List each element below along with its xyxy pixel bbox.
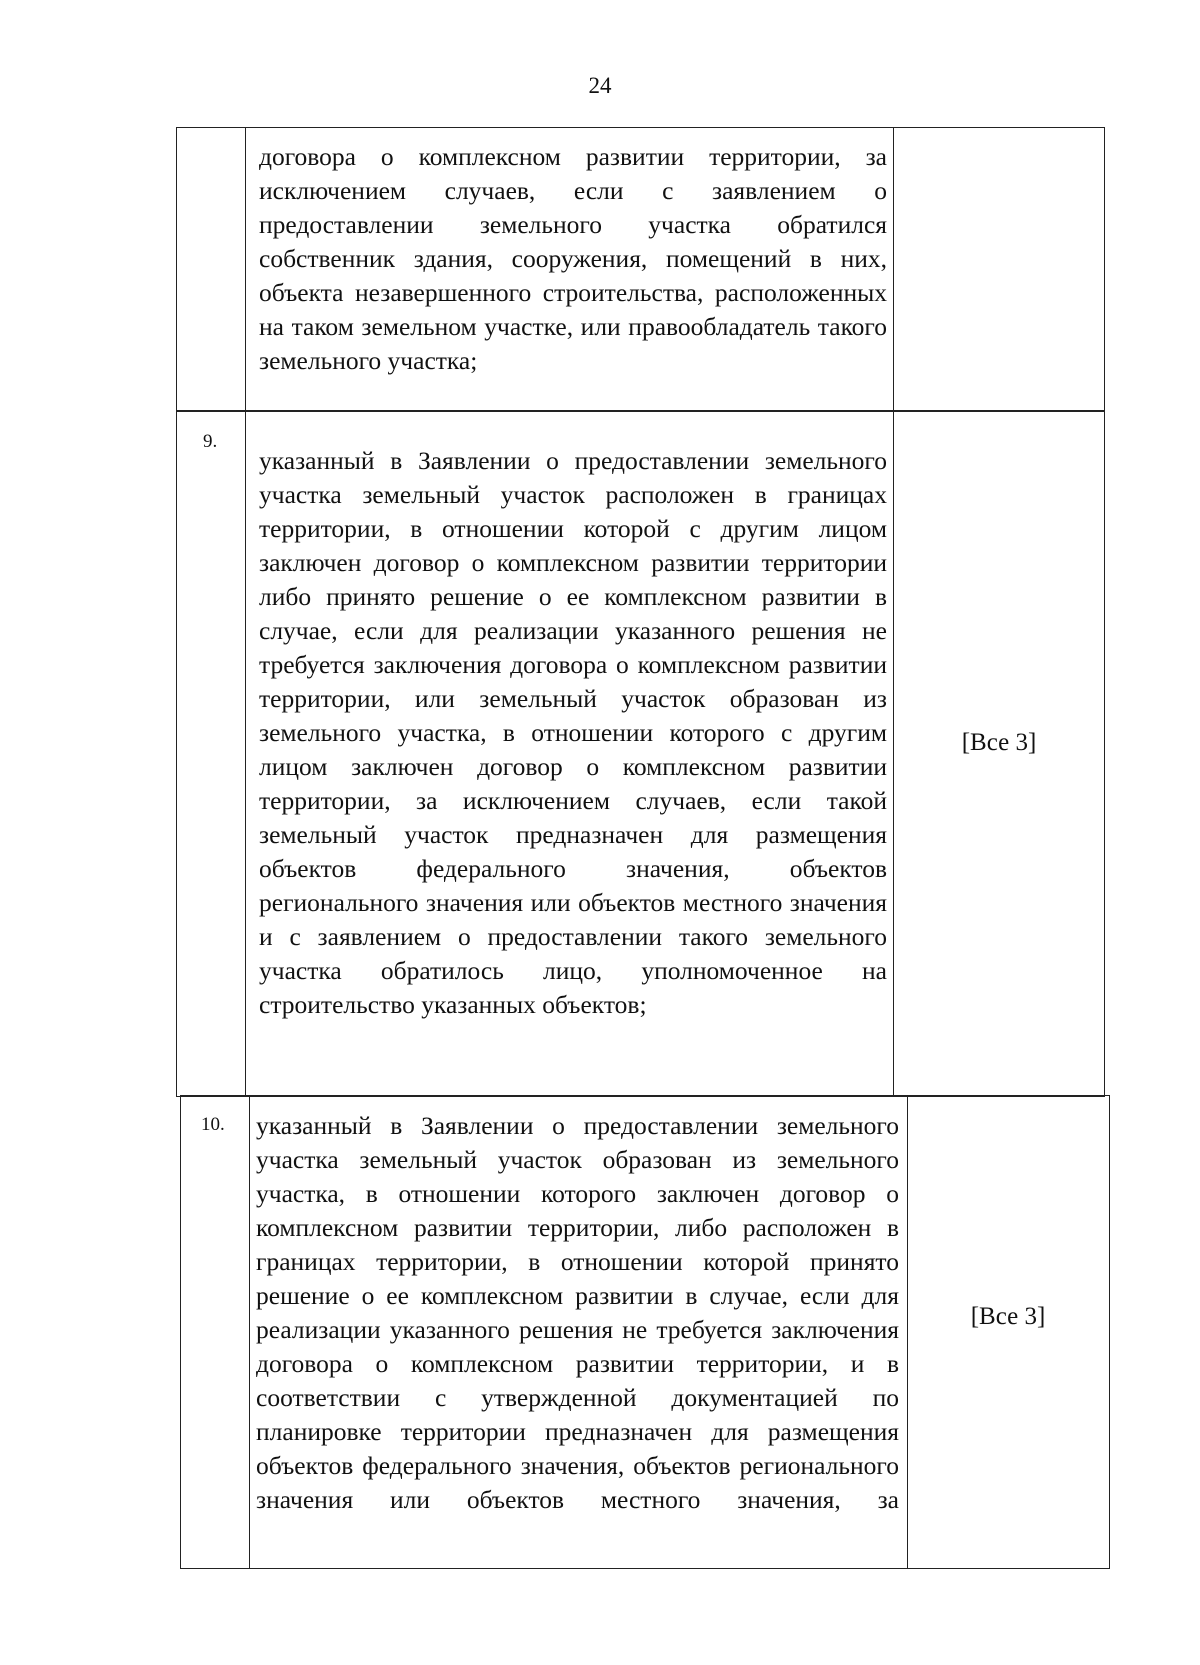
page-number: 24 bbox=[588, 73, 612, 98]
table-row bbox=[180, 1095, 1110, 1569]
column-divider bbox=[245, 411, 246, 1096]
column-divider bbox=[245, 128, 246, 411]
row-result: [Все 3] bbox=[961, 729, 1037, 756]
row-text: указанный в Заявлении о предоставлении земельного участка земельный участок расположен в границах территории, в отношении которой с другим лицом заключен договор о комплексном развитии территории либо принято решение о ее комплексном развитии в случае, если для реализации указанного решения не требуется заключения договора о комплексном развитии территории, или земельный участок образован из земельного участка, в отношении которого с другим лицом заключен договор о комплексном развитии территории, за исключением случаев, если такой земельный участок предназначен для размещения объектов федерального значения, объектов регионального значения или объектов местного значения и с заявлением о предоставлении такого земельного участка обратилось лицо, уполномоченное на строительство указанных объектов; bbox=[259, 446, 887, 1019]
row-number: 10. bbox=[201, 1114, 225, 1135]
column-divider bbox=[907, 1096, 908, 1568]
table-row bbox=[176, 410, 1105, 1097]
row-number: 9. bbox=[203, 431, 218, 452]
table-row bbox=[176, 127, 1105, 412]
column-divider bbox=[893, 128, 894, 411]
row-result: [Все 3] bbox=[970, 1303, 1046, 1330]
row-text: указанный в Заявлении о предоставлении земельного участка земельный участок образован из земельного участка, в отношении которого заключен договор о комплексном развитии территории, либо расположен в границах территории, в отношении которой принято решение о ее комплексном развитии в случае, если для реализации указанного решения не требуется заключения договора о комплексном развитии территории, и в соответствии с утвержденной документацией по планировке территории предназначен для размещения объектов федерального значения, объектов регионального значения или объектов местного значения, за bbox=[256, 1111, 899, 1514]
row-text: договора о комплексном развитии территории, за исключением случаев, если с заявлением о предоставлении земельного участка обратился собственник здания, сооружения, помещений в них, объекта незавершенного строительства, расположенных на таком земельном участке, или правообладатель такого земельного участка; bbox=[259, 142, 887, 375]
column-divider bbox=[249, 1096, 250, 1568]
